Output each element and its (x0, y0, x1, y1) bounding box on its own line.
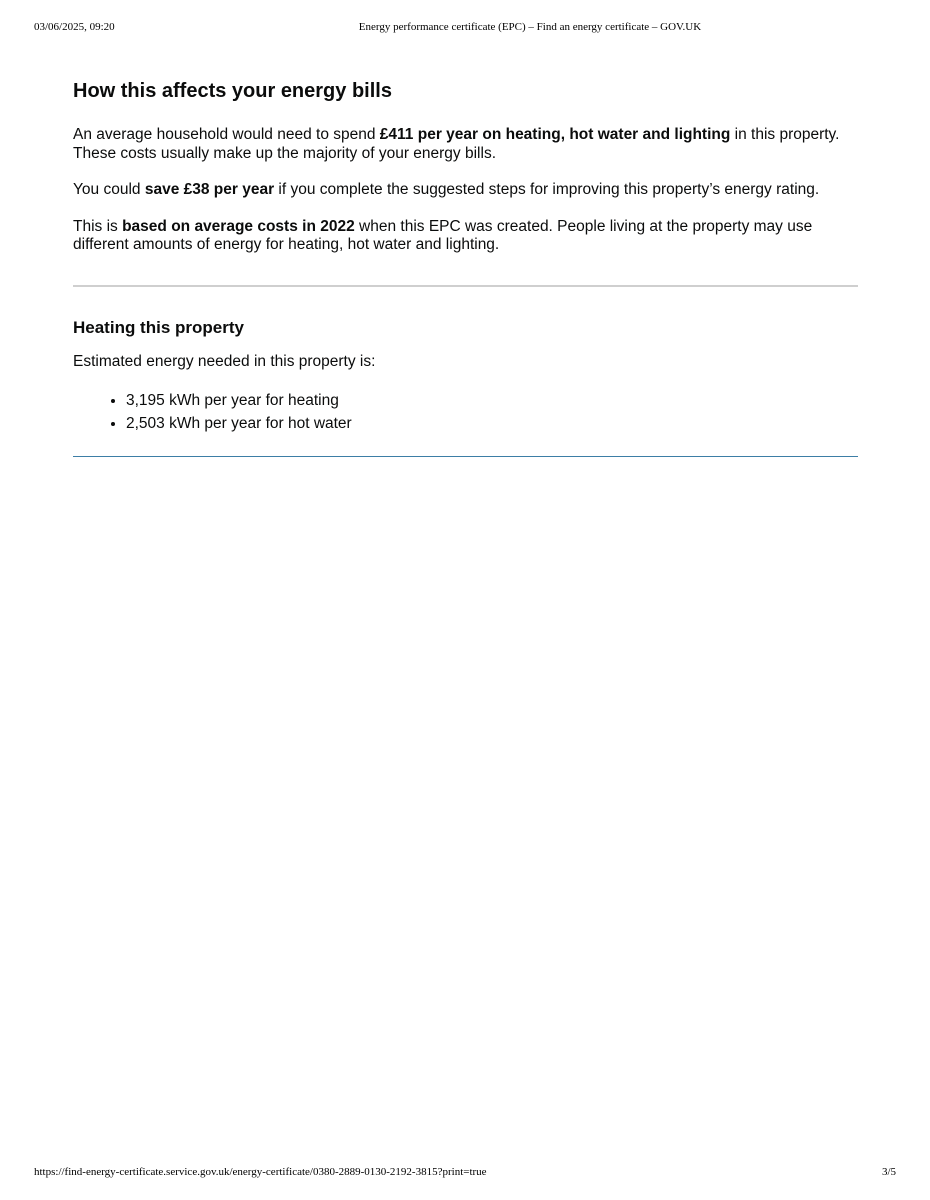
cost-basis-paragraph (73, 218, 858, 255)
cost-basis-text-start: This is (73, 217, 123, 235)
cost-basis-year: based on average costs in 2022 (122, 217, 355, 235)
print-url: https://find-energy-certificate.service.gov.uk/energy-certificate/0380-2889-0130-2192-3815?print=true (34, 1166, 487, 1178)
section-end-divider (73, 456, 858, 457)
energy-needs-list (73, 389, 858, 435)
main-content (73, 78, 858, 457)
potential-saving-paragraph (73, 181, 858, 200)
page-number: 3/5 (881, 1166, 896, 1178)
section-divider (73, 285, 858, 287)
print-document-title: Energy performance certificate (EPC) – Find an energy certificate – GOV.UK (358, 21, 702, 33)
energy-bills-section (73, 78, 858, 255)
potential-saving-text-end: if you complete the suggested steps for improving this property’s energy rating. (274, 181, 820, 198)
heating-heading: Heating this property (73, 317, 244, 337)
average-spend-paragraph (73, 126, 858, 163)
print-header (34, 21, 896, 37)
heating-section (73, 317, 858, 436)
print-date: 03/06/2025, 09:20 (34, 21, 115, 33)
list-item-hot-water: • 2,503 kWh per year for hot water (126, 412, 858, 435)
average-spend-text-start: An average household would need to spend (73, 126, 380, 143)
energy-bills-heading: How this affects your energy bills (73, 80, 392, 102)
potential-saving-amount: save £38 per year (144, 181, 275, 198)
average-spend-text-end: in this property. These costs usually make up the majority of your energy bills. (73, 126, 840, 162)
list-item-heating: • 3,195 kWh per year for heating (126, 389, 858, 412)
potential-saving-text-start: You could (73, 181, 145, 198)
print-footer (34, 1166, 896, 1182)
average-spend-amount: £411 per year on heating, hot water and lighting (379, 126, 731, 143)
cost-basis-text-end: when this EPC was created. People living at the property may use different amounts of energy for heating, hot water and lighting. (73, 217, 813, 253)
heating-intro: Estimated energy needed in this property is: (73, 352, 376, 370)
